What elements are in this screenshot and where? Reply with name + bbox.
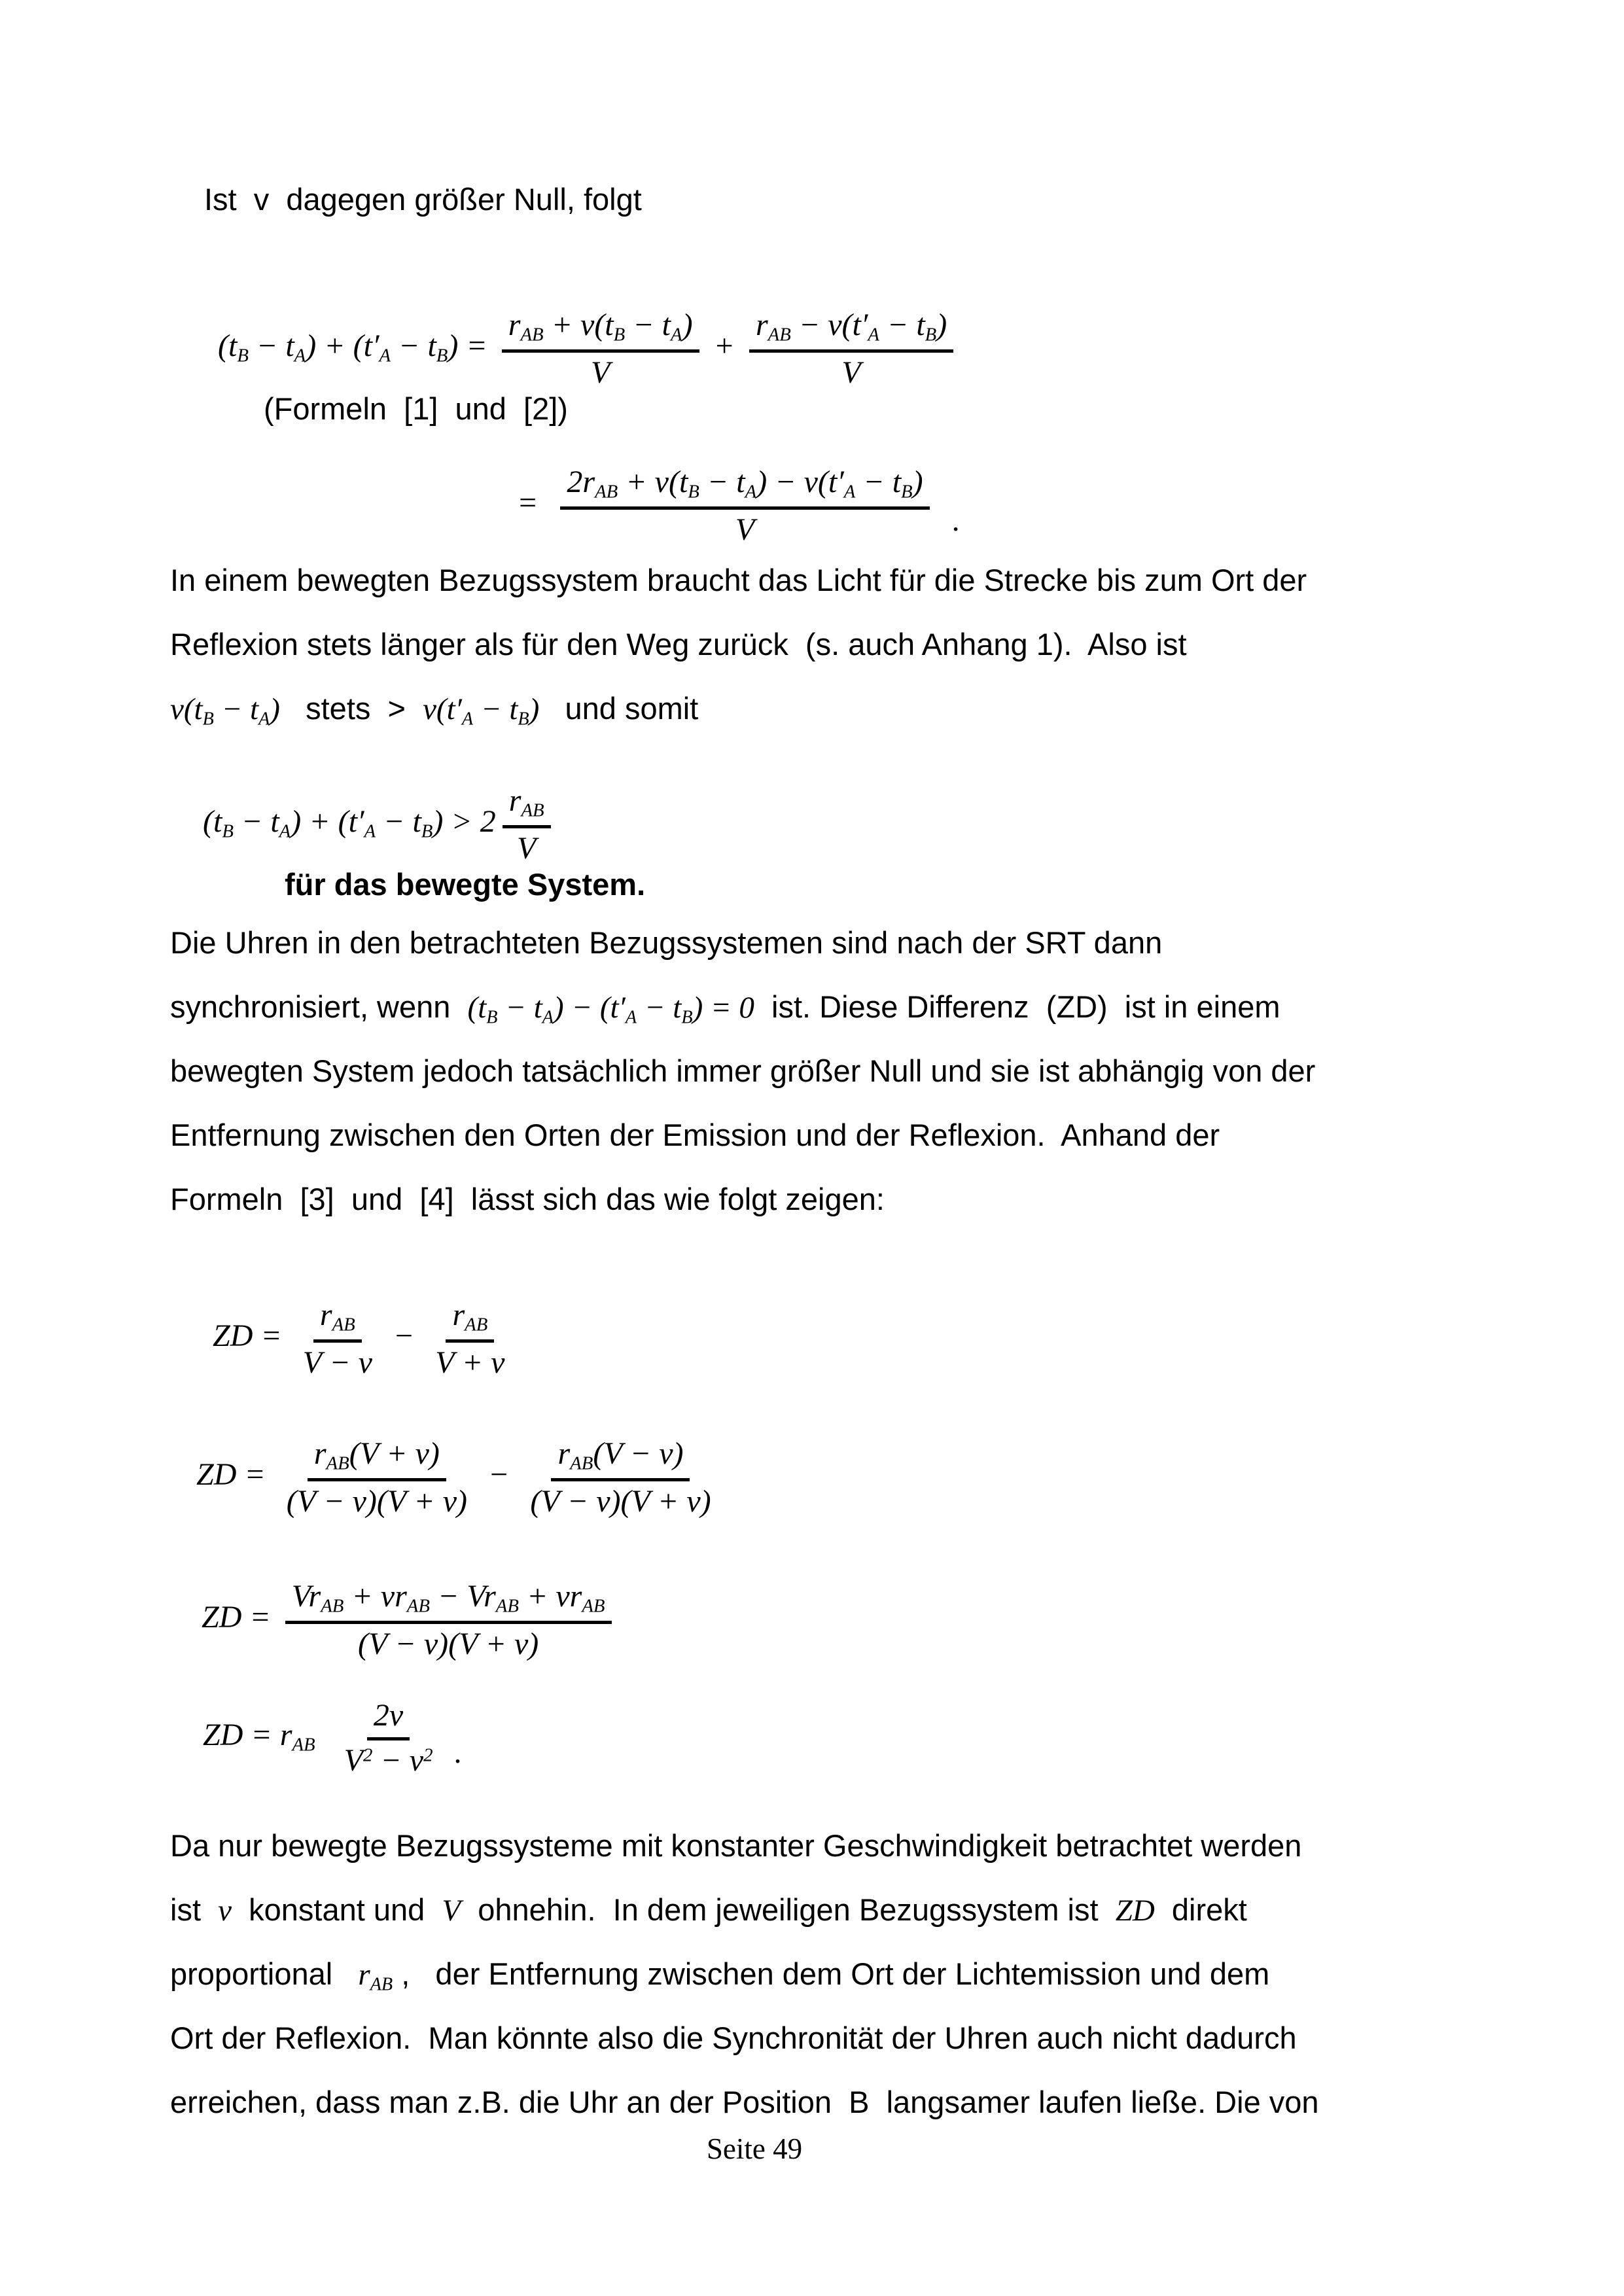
formula-7-math: ZD = rAB $\frac{2v}{V^2 - v^2}$ . (203, 1698, 462, 1778)
paragraph-3-line-4: Ort der Reflexion. Man könnte also die Synchronität der Uhren auch nicht dadurch (170, 2021, 1297, 2055)
formula-5-math: ZD = $\frac{\text{rAB(V + v)}}{(V - v)(V + v)}$ − $\frac{\text{rAB(V − v)}}{(V - v)(V + v)}$ (196, 1436, 711, 1519)
paragraph-3-line-2: ist v konstant und V ohnehin. In dem jeweiligen Bezugssystem ist ZD direkt (170, 1892, 1247, 1928)
intro-line: Ist v dagegen größer Null, folgt (204, 182, 642, 217)
paragraph-3-line-3: proportional rAB , der Entfernung zwischen dem Ort der Lichtemission und dem (170, 1956, 1270, 1995)
paragraph-2 (170, 911, 1315, 1231)
formula-3-label: für das bewegte System. (285, 866, 646, 902)
formula-3-math: (tB − tA) + (t′A − tB) > 2 $\frac{\text{rAB}}{V}$ (203, 804, 557, 839)
paragraph-1 (170, 548, 1307, 741)
paragraph-1-line-3: v(tB − tA) stets > v(t′A − tB) und somit (170, 691, 699, 730)
paragraph-3-line-1: Da nur bewegte Bezugssysteme mit konstanter Geschwindigkeit betrachtet werden (170, 1828, 1302, 1863)
paragraph-2-line-4: Entfernung zwischen den Orten der Emission und der Reflexion. Anhand der (170, 1118, 1220, 1152)
paragraph-3 (170, 1814, 1319, 2134)
paragraph-1-line-1: In einem bewegten Bezugssystem braucht das Licht für die Strecke bis zum Ort der (170, 563, 1307, 597)
formula-2-math: = $\frac{\text{2rAB + v(tB − tA) − v(t′A − tB)}}{V}$ . (517, 465, 960, 547)
paragraph-2-line-3: bewegten System jedoch tatsächlich immer größer Null und sie ist abhängig von der (170, 1053, 1316, 1088)
formula-6-math: ZD = $\frac{\text{VrAB + vrAB − VrAB + vrAB}}{(V - v)(V + v)}$ (202, 1600, 618, 1634)
paragraph-2-line-1: Die Uhren in den betrachteten Bezugssystemen sind nach der SRT dann (170, 925, 1163, 960)
paragraph-2-line-5: Formeln [3] und [4] lässt sich das wie folgt zeigen: (170, 1182, 885, 1216)
formula-7 (171, 1662, 461, 1814)
formula-4 (181, 1262, 518, 1417)
formula-5 (165, 1400, 724, 1555)
formula-3 (171, 747, 645, 939)
formula-1-note: (Formeln [1] und [2]) (264, 391, 568, 426)
paragraph-1-line-2: Reflexion stets länger als für den Weg zurück (s. auch Anhang 1). Also ist (170, 627, 1187, 662)
formula-1-math: (tB − tA) + (t′A − tB) = $\frac{\text{rAB + v(tB − tA)}}{V}$ + $\frac{\text{rAB − v(t′A − tB)}}{V}$ (218, 328, 960, 363)
page-number: Seite 49 (706, 2132, 803, 2165)
paragraph-2-line-2: synchronisiert, wenn (tB − tA) − (t′A − tB) = 0 ist. Diese Differenz (ZD) ist in einem (170, 989, 1280, 1028)
formula-4-math: ZD = $\frac{\text{rAB}}{V - v}$ − $\frac{\text{rAB}}{V + v}$ (213, 1298, 505, 1380)
paragraph-3-line-5: erreichen, dass man z.B. die Uhr an der Position B langsamer laufen ließe. Die von (170, 2085, 1319, 2119)
